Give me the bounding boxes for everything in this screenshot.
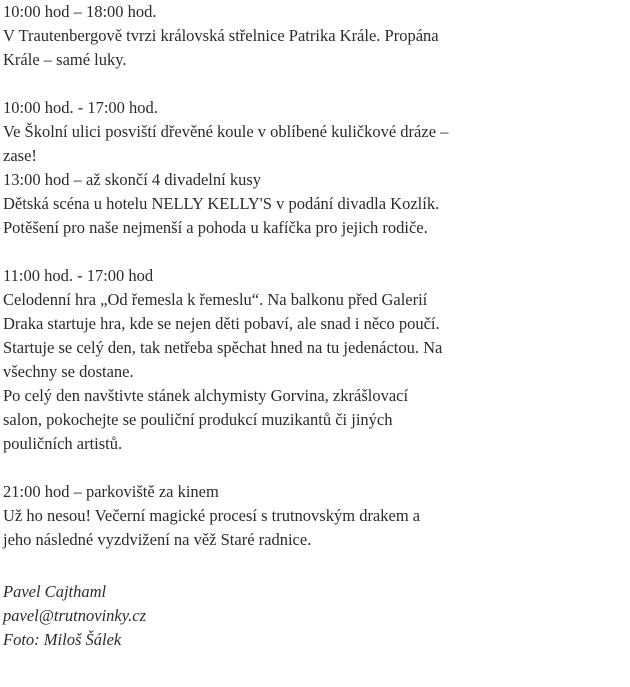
event-text: jeho následné vyzdvižení na věž Staré radnice. [3,530,312,549]
event-text: všechny se dostane. [3,362,134,381]
article-signature [3,580,603,652]
program-block-dragon-procession [3,480,603,552]
paragraph-gap [3,72,603,96]
paragraph-gap [3,240,603,264]
event-text: Krále – samé luky. [3,50,127,69]
event-time: 21:00 hod – parkoviště za kinem [3,482,219,501]
event-text: Už ho nesou! Večerní magické procesí s trutnovským drakem a [3,506,421,525]
paragraph-gap [3,456,603,480]
event-time: 13:00 hod – až skončí 4 divadelní kusy [3,170,262,189]
event-text: Celodenní hra „Od řemesla k řemeslu“. Na balkonu před Galerií [3,290,428,309]
event-text: pouličních artistů. [3,434,123,453]
event-time: 11:00 hod. - 17:00 hod [3,266,154,285]
program-block-archery [3,0,603,72]
program-block-ball-track [3,96,603,240]
article-body [3,0,603,652]
event-text: salon, pokochejte se pouliční produkcí muzikantů či jiných [3,410,393,429]
event-text: Potěšení pro naše nejmenší a pohoda u kafíčka pro jejich rodiče. [3,218,428,237]
event-text: Draka startuje hra, kde se nejen děti pobaví, ale snad i něco poučí. [3,314,440,333]
event-time: 10:00 hod – 18:00 hod. [3,2,157,21]
program-block-crafts-game [3,264,603,456]
event-text: Startuje se celý den, tak netřeba spěchat hned na tu jedenáctou. Na [3,338,443,357]
event-text: V Trautenbergově tvrzi královská střelnice Patrika Krále. Propána [3,26,439,45]
event-text: Dětská scéna u hotelu NELLY KELLY'S v podání divadla Kozlík. [3,194,440,213]
paragraph-gap [3,552,603,576]
photo-credit: Foto: Miloš Šálek [3,630,122,649]
author-email: pavel@trutnovinky.cz [3,606,147,625]
event-text: Po celý den navštivte stánek alchymisty Gorvina, zkrášlovací [3,386,409,405]
event-text: zase! [3,146,37,165]
event-text: Ve Školní ulici posviští dřevěné koule v oblíbené kuličkové dráze – [3,122,449,141]
author-name: Pavel Cajthaml [3,582,107,601]
event-time: 10:00 hod. - 17:00 hod. [3,98,158,117]
